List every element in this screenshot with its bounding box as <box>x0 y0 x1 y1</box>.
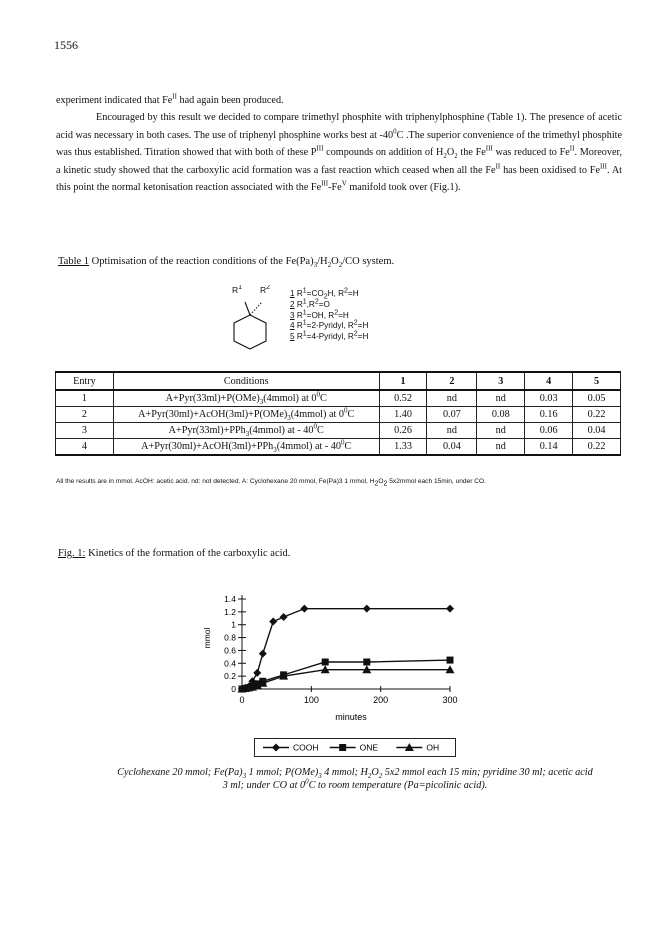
legend-item <box>263 743 319 753</box>
paragraph-2: Encouraged by this result we decided to compare trimethyl phosphite with triphenylphosphine (Table 1). The presence of acetic acid was necessary in both cases. The use of triphenyl phosphine works best at $-40^0C$ .The superior convenience of the trimethyl phosphite was thus established. Titration showed that with both of these $P^{III}$ compounds on addition of $H_2O_2$ the $Fe^{III}$ was reduced to $Fe^{II}$. Moreover, a kinetic study showed that the carboxylic acid formation was a fast reaction which ceased when all the $Fe^{II}$ has been oxidised to $Fe^{III}$. At this point the normal ketonisation reaction associated with the $Fe^{III}-Fe^V$ manifold took over (Fig.1). <box>56 112 623 194</box>
cell-value: 0.03 <box>525 390 573 407</box>
y-tick-label: 0.8 <box>224 632 236 643</box>
header-product-4: 4 <box>525 372 573 390</box>
chart-legend <box>254 738 456 757</box>
series-one <box>239 657 454 693</box>
cell-entry: 2 <box>56 407 114 423</box>
y-tick-label: 0.2 <box>224 671 236 682</box>
substituent-item: 5 $R^1=4$-Pyridyl, $R^2=H$ <box>290 330 369 342</box>
cell-value: 0.22 <box>573 439 621 456</box>
cell-value: 0.07 <box>427 407 477 423</box>
table-footnote: All the results are in mmol. AcOH: acetic acid. nd: not detected. A: Cyclohexane 20 mmol, Fe(Pa)3 1 mmol, $H_2O_2$ 5x2mmol each 15min, under CO. <box>56 478 487 488</box>
data-point <box>269 618 277 626</box>
table-row <box>56 390 621 407</box>
legend-label: ONE <box>359 742 379 753</box>
data-point <box>447 657 454 664</box>
cell-conditions: $A+Pyr(33ml)+P(OMe)_3(4mmol)$ at $0^0C$ <box>113 390 379 407</box>
data-point <box>363 659 370 666</box>
legend-label: COOH <box>293 742 319 753</box>
substituent-item: 4 $R^1=2$-Pyridyl, $R^2=H$ <box>290 319 369 331</box>
y-axis-label: mmol <box>202 627 212 649</box>
series-line <box>242 660 450 689</box>
y-tick-label: 0 <box>231 684 236 694</box>
table-label: Table 1 <box>58 256 90 267</box>
series-layer <box>238 605 455 693</box>
cell-conditions: $A+Pyr(30ml)+AcOH(3ml)+P(OMe)_3(4mmol)$ at $0^0C$ <box>113 407 379 423</box>
cell-value: 0.04 <box>573 423 621 439</box>
legend-item <box>330 743 379 753</box>
r1-label: $R^1$ <box>232 285 243 295</box>
data-point <box>363 605 371 613</box>
header-entry: Entry <box>56 372 114 390</box>
cell-value: 1.40 <box>379 407 427 423</box>
figure-footer: Cyclohexane 20 mmol; $Fe(Pa)_3$ 1 mmol; $P(OMe)_3$ 4 mmol; $H_2O_2$ 5x2 mmol each 15 min; pyridine 30 ml; acetic acid 3 ml; under CO at $0^0C$ to room temperature (Pa=picolinic acid). <box>117 767 593 792</box>
table-row <box>56 439 621 456</box>
legend-marker <box>339 744 346 751</box>
x-tick-label: 0 <box>239 695 245 705</box>
figure-caption <box>58 548 290 559</box>
cell-entry: 4 <box>56 439 114 456</box>
paragraph-1: experiment indicated that $Fe^{II}$ had again been produced. <box>56 92 284 106</box>
cell-value: 0.05 <box>573 390 621 407</box>
x-tick-label: 100 <box>303 695 319 705</box>
data-point <box>300 605 308 613</box>
cell-value: nd <box>477 390 525 407</box>
header-conditions: Conditions <box>113 372 379 390</box>
figure-caption-text: Kinetics of the formation of the carboxylic acid. <box>88 548 291 559</box>
data-point <box>259 650 267 658</box>
substituent-item: 2 $R^1,R^2=O$ <box>290 298 330 309</box>
cell-value: 0.26 <box>379 423 427 439</box>
cell-value: 0.04 <box>427 439 477 456</box>
table-row <box>56 407 621 423</box>
cell-value: nd <box>427 390 477 407</box>
header-product-5: 5 <box>573 372 621 390</box>
data-point <box>322 659 329 666</box>
y-tick-label: 1 <box>231 619 236 630</box>
data-point <box>280 613 288 621</box>
table-caption-text: Optimisation of the reaction conditions of the $Fe(Pa)_3/H_2O_2/CO$ system. <box>91 256 395 270</box>
results-table <box>55 371 621 456</box>
cell-conditions: A+Pyr(33ml)+PPh$_3$(4mmol) at - $40^0C$ <box>113 423 379 439</box>
table-header-row <box>56 372 621 390</box>
y-tick-label: 1.4 <box>224 594 236 604</box>
y-axis-ticks <box>224 594 246 694</box>
x-tick-label: 200 <box>373 695 389 705</box>
cell-value: 0.06 <box>525 423 573 439</box>
table-caption <box>58 256 395 270</box>
r2-label: $R^2$ <box>260 285 271 295</box>
cell-value: nd <box>427 423 477 439</box>
x-axis-label: minutes <box>335 712 367 722</box>
substituent-item: 1 $R^1=CO_2H$, $R^2=H$ <box>290 287 359 301</box>
substituent-item: 3 $R^1=OH$, $R^2=H$ <box>290 308 349 320</box>
cell-value: 0.08 <box>477 407 525 423</box>
data-point <box>253 669 261 677</box>
cell-value: 1.33 <box>379 439 427 456</box>
substituent-list <box>290 289 368 343</box>
series-cooh <box>238 605 454 693</box>
cell-value: nd <box>477 439 525 456</box>
legend-item <box>396 743 439 753</box>
figure-label: Fig. 1: <box>58 548 86 559</box>
series-line <box>242 670 450 689</box>
header-product-2: 2 <box>427 372 477 390</box>
cell-value: 0.16 <box>525 407 573 423</box>
cell-value: 0.52 <box>379 390 427 407</box>
cell-value: nd <box>477 423 525 439</box>
table-row <box>56 423 621 439</box>
y-tick-label: 0.4 <box>224 658 236 669</box>
x-tick-label: 300 <box>442 695 458 705</box>
y-tick-label: 0.6 <box>224 645 236 656</box>
y-tick-label: 1.2 <box>224 606 236 617</box>
cell-value: 0.22 <box>573 407 621 423</box>
kinetics-chart <box>190 582 480 722</box>
page-number: 1556 <box>54 38 78 52</box>
legend-marker <box>272 744 280 752</box>
cell-value: 0.14 <box>525 439 573 456</box>
cell-entry: 3 <box>56 423 114 439</box>
header-product-1: 1 <box>379 372 427 390</box>
header-product-3: 3 <box>477 372 525 390</box>
data-point <box>446 605 454 613</box>
legend-label: OH <box>426 742 440 753</box>
cell-conditions: A+Pyr(30ml)+AcOH(3ml)+PPh$_3$(4mmol) at - $40^0C$ <box>113 439 379 456</box>
cell-entry: 1 <box>56 390 114 407</box>
